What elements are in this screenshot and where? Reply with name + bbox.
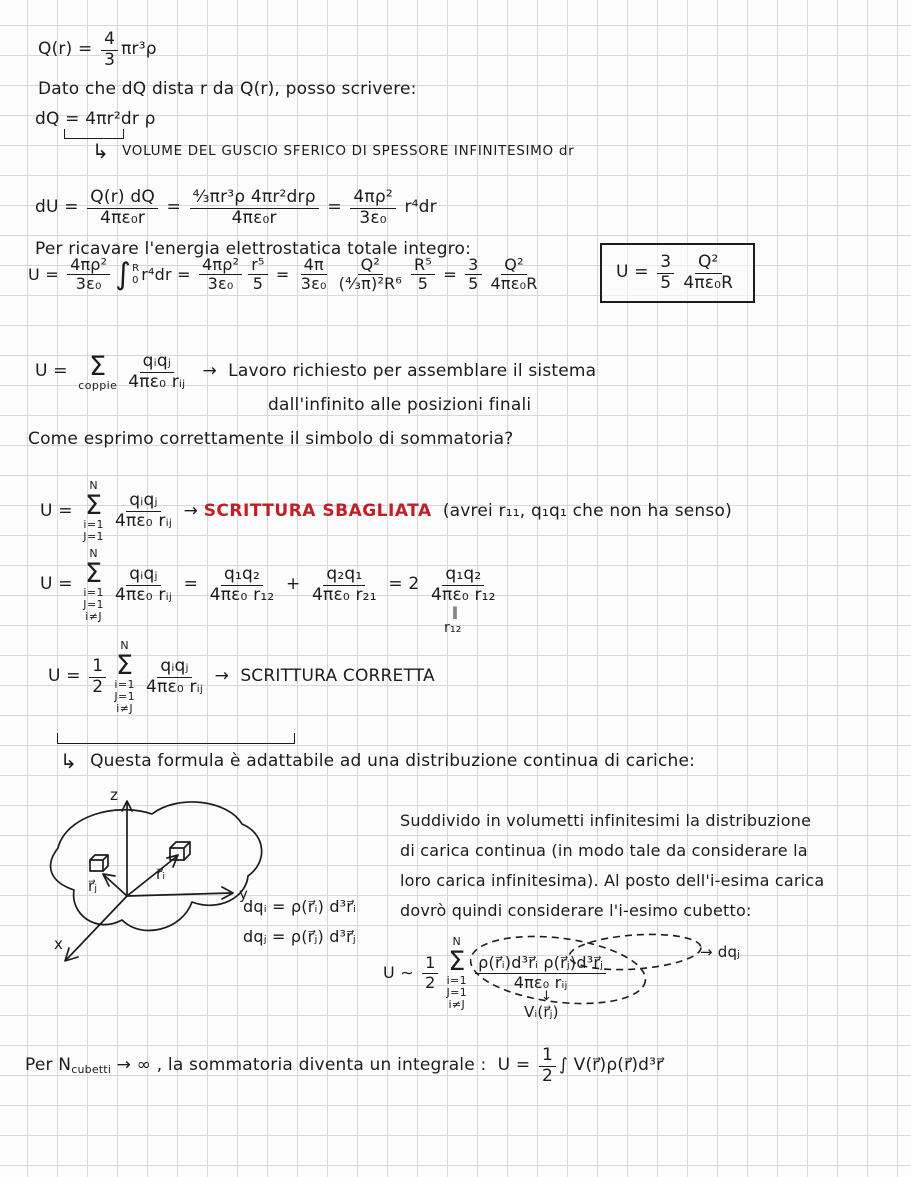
text-run: U =: [28, 264, 65, 284]
cube-i: [170, 842, 190, 860]
formula-sum-corretta: [48, 640, 435, 715]
dashed-ellipse-dqj: [568, 930, 702, 973]
text-run: → Lavoro richiesto per assemblare il sistema: [191, 361, 597, 382]
fraction: $\frac{\text{qᵢqⱼ}}{\text{4πε₀ rᵢⱼ}}$: [114, 490, 173, 531]
formula-sum-expanded: [40, 548, 502, 623]
fraction: $\frac{\text{Q²}}{\text{4πε₀R}}$: [490, 255, 538, 294]
formula-u-coppie: [35, 352, 596, 392]
fraction: $\frac{4}{3}$: [101, 30, 118, 70]
text-run: di carica continua (in modo tale da considerare la: [400, 841, 808, 860]
fraction: $\frac{\text{Q²}}{\text{(⁴⁄₃π)²R⁶}}$: [338, 255, 402, 294]
text-suddivido-4: [400, 902, 752, 920]
rj-vector-label: r⃗ⱼ: [88, 877, 98, 895]
text-run: dQ = 4πr²dr ρ: [35, 109, 156, 129]
note-parallel-mark: [452, 606, 458, 620]
ri-arrowhead: [167, 855, 178, 867]
text-suddivido-2: [400, 842, 808, 860]
text-run: =: [178, 574, 204, 595]
summation: N Σ i=1 J=1 i≠J: [114, 639, 135, 715]
text-run: ↳: [92, 139, 123, 163]
text-run: Dato che dQ dista r da Q(r), posso scrivere:: [38, 79, 417, 99]
fraction: $\frac{\text{q₁q₂}}{\text{4πε₀ r₁₂}}$: [209, 564, 275, 605]
text-run: U =: [40, 574, 79, 595]
text-run: ↓: [541, 989, 553, 1004]
text-run: dqᵢ = ρ(r⃗ᵢ) d³r⃗ᵢ: [243, 897, 357, 916]
text-run: → dqⱼ: [700, 943, 741, 961]
text-dallinfinito: [268, 396, 531, 416]
fraction: $\frac{3}{5}$: [465, 256, 481, 294]
underbrace-sum-formula: [57, 733, 295, 744]
summation: Σ coppie: [78, 350, 118, 392]
text-run: ∫ V(r⃗)ρ(r⃗)d³r⃗: [558, 1055, 664, 1076]
text-run: U =: [40, 500, 79, 521]
fraction: $\frac{1}{2}$: [89, 657, 106, 697]
text-run: = 2: [382, 574, 425, 595]
fraction: $\frac{1}{2}$: [422, 954, 438, 992]
y-axis: [127, 893, 231, 896]
fraction: $\frac{\text{qᵢqⱼ}}{\text{4πε₀ rᵢⱼ}}$: [114, 564, 173, 605]
ri-vector-arrow: [127, 857, 176, 896]
fraction: $\frac{\text{ρ(r⃗ᵢ)d³r⃗ᵢ ρ(r⃗ⱼ)d³r⃗ⱼ}}{\text{4πε₀ rᵢⱼ}}$: [475, 954, 606, 992]
text-run: +: [280, 574, 307, 595]
text-per-n-cubetti: [25, 1046, 663, 1086]
text-run: ‖: [452, 605, 459, 619]
text-run: =: [321, 197, 348, 218]
text-run: loro carica infinitesima). Al posto dell'i-esima carica: [400, 871, 825, 890]
fraction: $\frac{\text{q₂q₁}}{\text{4πε₀ r₂₁}}$: [312, 564, 377, 605]
text-run: Come esprimo correttamente il simbolo di sommatoria?: [28, 429, 514, 449]
fraction: $\frac{\text{R⁵}}{5}$: [411, 256, 435, 294]
fraction: $\frac{\text{Q²}}{\text{4πε₀R}}$: [683, 252, 734, 293]
text-run: U =: [35, 361, 74, 382]
text-run: Per N: [25, 1055, 72, 1076]
ri-vector-label: r⃗ᵢ: [156, 865, 166, 883]
dashed-highlight-ellipses: [470, 922, 730, 1022]
z-axis-label: z: [110, 786, 119, 804]
text-run: r⁴dr =: [141, 264, 196, 284]
text-run: ↳: [60, 749, 91, 773]
text-run: →: [178, 500, 204, 521]
text-run: → SCRITTURA CORRETTA: [209, 666, 435, 687]
fraction: $\frac{1}{2}$: [539, 1046, 556, 1086]
y-axis-label: y: [239, 885, 249, 903]
text-run: =: [270, 264, 295, 284]
text-run: Questa formula è adattabile ad una distribuzione continua di cariche:: [90, 750, 696, 771]
fraction: $\frac{\text{q₁q₂}}{\text{4πε₀ r₁₂}}$: [431, 564, 496, 605]
red-label: SCRITTURA SBAGLIATA: [203, 500, 432, 521]
text-run: U =: [48, 666, 87, 687]
text-run: Suddivido in volumetti infinitesimi la distribuzione: [400, 811, 812, 830]
text-come-esprimo: [28, 430, 514, 450]
text-run: r₁₂: [444, 620, 462, 636]
text-run: → ∞ , la sommatoria diventa un integrale : U =: [111, 1055, 536, 1076]
fraction: $\frac{\text{qᵢqⱼ}}{\text{4πε₀ rᵢⱼ}}$: [128, 351, 186, 392]
boxed-result: [600, 243, 755, 303]
fraction: $\frac{3}{5}$: [657, 253, 674, 293]
text-questa-formula: [60, 750, 695, 773]
fraction: $\frac{4\pi}{\text{3ε₀}}$: [300, 255, 327, 294]
text-run: cubetti: [71, 1062, 112, 1076]
fraction: $\frac{\text{⁴⁄₃πr³ρ 4πr²drρ}}{\text{4πε₀r}}$: [190, 188, 319, 228]
fraction: $\frac{\text{4πρ²}}{\text{3ε₀}}$: [67, 256, 110, 294]
fraction: $\frac{\text{4πρ²}}{\text{3ε₀}}$: [350, 188, 395, 228]
text-dato-che: [38, 80, 417, 100]
cube-j: [90, 855, 108, 871]
charge-distribution-diagram: [30, 786, 370, 998]
text-run: Q(r) =: [38, 39, 99, 60]
summation: N Σ i=1 J=1 i≠J: [446, 935, 468, 1011]
text-run: dall'infinito alle posizioni finali: [268, 395, 532, 415]
underbrace-volume: [64, 129, 124, 139]
summation: N Σ i=1 J=1 i≠J: [83, 547, 104, 623]
note-r12: [444, 620, 462, 636]
text-suddivido-3: [400, 872, 824, 890]
text-run: Vᵢ(r⃗ⱼ): [524, 1003, 559, 1021]
text-run: dqⱼ = ρ(r⃗ⱼ) d³r⃗ⱼ: [243, 927, 356, 946]
fraction: $\frac{\text{qᵢqⱼ}}{\text{4πε₀ rᵢⱼ}}$: [146, 656, 204, 697]
text-run: U =: [616, 262, 655, 283]
text-run: dovrò quindi considerare l'i-esimo cubetto:: [400, 901, 752, 920]
text-run: VOLUME DEL GUSCIO SFERICO DI SPESSORE INFINITESIMO dr: [122, 142, 575, 159]
formula-dq: [35, 110, 156, 130]
formula-u-integral: [28, 256, 544, 294]
text-run: U ∼: [383, 963, 420, 983]
caption-volume-guscio: [92, 140, 574, 163]
text-run: dU =: [35, 197, 85, 218]
text-run: r⁴dr: [398, 197, 437, 218]
text-suddivido-1: [400, 812, 811, 830]
fraction: $\frac{\text{r⁵}}{5}$: [248, 256, 267, 294]
text-run: πr³ρ: [121, 39, 157, 60]
formula-du: [35, 188, 437, 228]
formula-q-of-r: [38, 30, 157, 70]
formula-sum-sbagliata: [40, 480, 732, 543]
text-run: Per ricavare l'energia elettrostatica totale integro:: [35, 239, 472, 259]
text-run: =: [437, 264, 463, 284]
fraction: $\frac{\text{4πρ²}}{\text{3ε₀}}$: [199, 256, 242, 294]
x-axis-label: x: [54, 935, 64, 953]
integral: ∫ R 0: [115, 256, 140, 292]
text-run: (avrei r₁₁, q₁q₁ che non ha senso): [431, 500, 732, 521]
summation: N Σ i=1 J=1: [83, 479, 104, 543]
text-run: =: [160, 197, 187, 218]
fraction: $\frac{Q(r) dQ}{\text{4πε₀r}}$: [87, 188, 158, 228]
